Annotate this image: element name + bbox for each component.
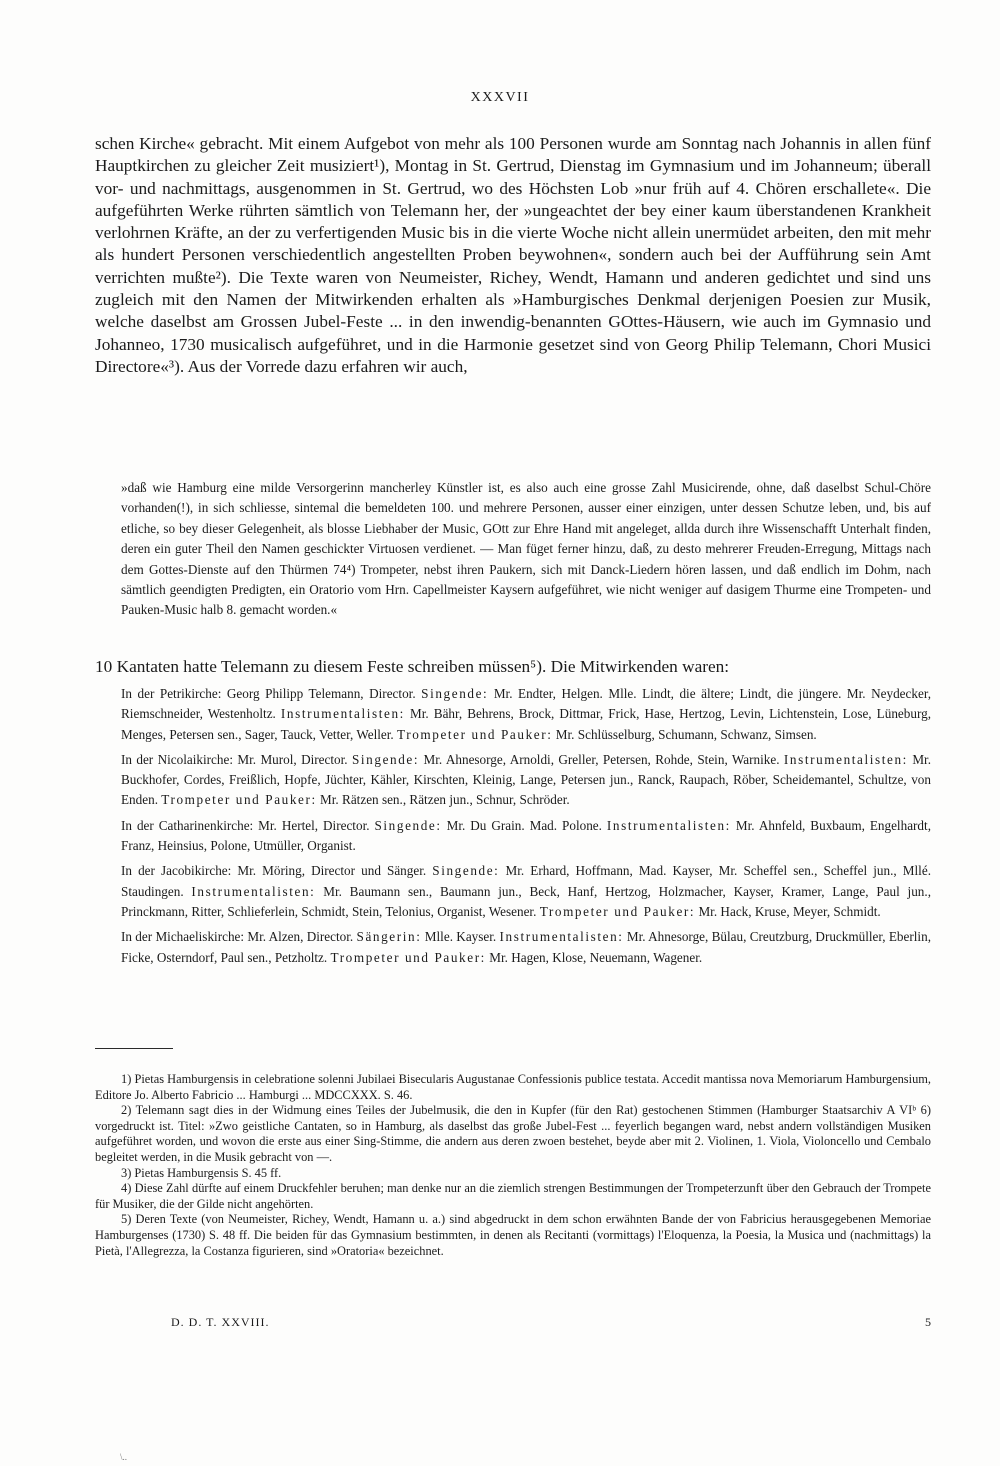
roster-text: Mr. Baumann sen., Baumann jun., Beck, Hanf, Hertzog, Holzmacher, Kayser, Kramer, Lange, Paul jun., Princkmann, Ritter, Schlieferlein, Schmidt, Stein, Telonius, Organist, Wesener.: [121, 883, 931, 919]
footer-signature: D. D. T. XXVIII.: [171, 1315, 270, 1329]
main-paragraph: schen Kirche« gebracht. Mit einem Aufgebot von mehr als 100 Personen wurde am Sonntag nach Johannis in allen fünf Hauptkirchen zu gleicher Zeit musiziert¹), Montag in St. Gertrud, Dienstag im Gymnasium und im Johanneum; überall vor- und nachmittags, ausgenommen in St. Gertrud, wo des Höchsten Lob »nur früh auf 4. Chören erschallete«. Die aufgeführten Werke rührten sämtlich von Telemann her, der »ungeachtet der bey einer kaum überstandenen Krankheit verlohrnen Kräfte, an der zu verfertigenden Music bis in die vierte Woche nicht allein unermüdet arbeiten, den mit mehr als hundert Personen verschiedentlich angestellten Proben beywohnen«, sondern auch bei der Aufführung sein Amt verrichten mußte²). Die Texte waren von Neumeister, Richey, Wendt, Hamann und anderen gedichtet und sind uns zugleich mit den Namen der Mitwirkenden erhalten als »Hamburgisches Denkmal derjenigen Poesien zur Musik, welche daselbst am Grossen Jubel-Feste ... in den inwendig-benannten GOttes-Häusern, wie auch im Gymnasio und Johanneo, 1730 musicalisch aufgeführet, und in die Harmonie gesetzet sind von Georg Philip Telemann, Chori Musici Directore«³). Aus der Vorrede dazu erfahren wir auch,: [95, 134, 931, 376]
roster-role-heading: Trompeter und Pauker:: [330, 949, 486, 965]
roster-text: In der Petrikirche: Georg Philipp Telemann, Director.: [121, 686, 422, 701]
bottom-mark: \..: [120, 1452, 128, 1462]
footnote-5: 5) Deren Texte (von Neumeister, Richey, Wendt, Hamann u. a.) sind abgedruckt in dem schon erwähnten Bande der von Fabricius herausgegebenen Memoriae Hamburgenses (1730) S. 48 ff. Die beiden für das Gymnasium bestimmten, in denen als Recitanti (vormittags) l'Eloquenza, la Poesia, la Musica und (nachmittags) la Pietà, l'Allegrezza, la Costanza figurieren, sind »Oratoria« bezeichnet.: [95, 1212, 931, 1258]
footnote-separator: [95, 1048, 173, 1049]
roster-role-heading: Instrumentalisten:: [280, 706, 405, 722]
roster-text: Mr. Endter, Helgen. Mlle. Lindt, die ältere; Lindt, die jüngere. Mr. Neydecker, Riemschneider, Westenholtz.: [121, 686, 931, 722]
roster-text: Mr. Du Grain. Mad. Polone.: [441, 817, 607, 833]
roster-text: Mr. Ahnfeld, Buxbaum, Engelhardt, Franz, Heinsius, Polone, Utmüller, Organist.: [121, 817, 931, 854]
roster-text: Mr. Erhard, Hoffmann, Mad. Kayser, Mr. Scheffel sen., Scheffel jun., Mllé. Staudingen.: [121, 863, 932, 899]
roster-text: Mr. Schlüsselburg, Schumann, Schwanz, Simsen.: [552, 726, 817, 742]
footnote-1: 1) Pietas Hamburgensis in celebratione solenni Jubilaei Bisecularis Augustanae Confessionis publice testata. Accedit mantissa nova Memoriarum Hamburgensium, Editore Jo. Alberto Fabricio ... Hamburgi ... MDCCXXX. S. 46.: [95, 1072, 931, 1102]
roster-role-heading: Singende:: [351, 751, 420, 767]
roster-text: Mr. Ahnesorge, Arnoldi, Greller, Petersen, Rohde, Stein, Warnike.: [419, 751, 784, 767]
roster-entry-michaeliskirche: [121, 927, 931, 968]
roster-text: In der Catharinenkirche: Mr. Hertel, Director.: [121, 817, 375, 833]
roster-role-heading: Instrumentalisten:: [499, 929, 624, 945]
roster-role-heading: Singende:: [374, 817, 442, 833]
block-quote: »daß wie Hamburg eine milde Versorgerinn mancherley Künstler ist, es also auch eine grosse Zahl Musicirende, ohne, daß daselbst Schul-Chöre vorhanden(!), in sich schliesse, sintemal die bemeldeten 100. und mehrere Personen, ausser einer einzigen, unter dessen Schutze leben, und, bis auf etliche, so bey dieser Gelegenheit, als blosse Liebhaber der Music, GOtt zur Ehre Hand mit angeleget, allda durch ihre Wissenschafft Unterhalt finden, deren ein guter Theil den Namen geschickter Virtuosen verdienet. — Man füget ferner hinzu, daß, zu desto mehrerer Freuden-Erregung, Mittags nach dem Gottes-Dienste auf den Thürmen 74⁴) Trompeter, nebst ihren Paukern, sich mit Danck-Liedern hören lassen, und daß endlich im Dohm, nach sämtlich geendigten Predigten, ein Oratorio vom Hrn. Capellmeister Kaysern aufgeführet, wie nicht weniger auf dasigem Thurme eine Trompeten- und Pauken-Music halb 8. gemacht worden.«: [121, 480, 931, 618]
roster-text: Mr. Hagen, Klose, Neuemann, Wagener.: [485, 949, 703, 965]
roster-text: Mr. Buckhofer, Cordes, Freißlich, Hopfe, Jüchter, Kähler, Kirschten, Kleinig, Lange, Petersen jun., Ranck, Raupach, Röber, Scheidemantel, Schultze, von Enden.: [121, 751, 932, 808]
page-header: XXXVII: [470, 90, 530, 105]
roster-text: In der Michaeliskirche: Mr. Alzen, Director.: [121, 929, 357, 945]
roster-text: Mr. Ahnesorge, Bülau, Creutzburg, Druckmüller, Eberlin, Ficke, Osterndorf, Paul sen., Petzholtz.: [121, 929, 931, 965]
roster-role-heading: Trompeter und Pauker:: [161, 792, 317, 808]
performer-roster: [121, 684, 931, 973]
roster-text: Mr. Rätzen sen., Rätzen jun., Schnur, Schröder.: [316, 792, 570, 808]
roster-role-heading: Singende:: [421, 686, 489, 701]
roster-entry-petrikirche: [121, 684, 931, 745]
footnote-4: 4) Diese Zahl dürfte auf einem Druckfehler beruhen; man denke nur an die ziemlich strengen Bestimmungen der Trompeterzunft über den Gebrauch der Trompete für Musiker, die der Gilde nicht angehörten.: [95, 1181, 931, 1211]
roster-text: Mr. Bähr, Behrens, Brock, Dittmar, Frick, Hase, Hertzog, Levin, Lichtenstein, Lose, Lüneburg, Menges, Petersen sen., Sager, Tauck, Vetter, Weller.: [121, 706, 931, 742]
footer-sheet-number: 5: [925, 1315, 931, 1329]
roster-role-heading: Trompeter und Pauker:: [539, 903, 696, 919]
footnote-2: 2) Telemann sagt dies in der Widmung eines Teiles der Jubelmusik, die den in Kupfer (für den Rat) gestochenen Stimmen (Hamburger Staatsarchiv A VIᵇ 6) vorgedruckt ist. Titel: »Zwo geistliche Cantaten, so in Hamburg, als daselbst das große Jubel-Fest ... feyerlich begangen ward, nebst andern vollständigen Musiken aufgeführet worden, und wovon die erste aus einer Sing-Stimme, die andern aus deren zwoen bestehet, beyde aber mit 2. Violinen, 1. Viola, Violoncello und Cembalo begleitet werden, in die Musik gebracht von —.: [95, 1103, 931, 1164]
footnotes: [95, 1072, 931, 1259]
roster-role-heading: Instrumentalisten:: [783, 751, 908, 767]
roster-entry-jacobikirche: [121, 861, 931, 922]
roster-entry-catharinenkirche: [121, 816, 931, 857]
roster-text: Mlle. Kayser.: [421, 929, 500, 945]
roster-text: In der Jacobikirche: Mr. Möring, Director und Sänger.: [121, 863, 433, 879]
roster-role-heading: Instrumentalisten:: [606, 817, 731, 833]
roster-role-heading: Singende:: [432, 863, 500, 879]
roster-entry-nicolaikirche: [121, 750, 931, 811]
roster-role-heading: Instrumentalisten:: [191, 883, 316, 899]
roster-text: In der Nicolaikirche: Mr. Murol, Director.: [121, 751, 352, 767]
roster-role-heading: Trompeter und Pauker:: [397, 726, 553, 742]
roster-text: Mr. Hack, Kruse, Meyer, Schmidt.: [695, 903, 881, 919]
footnote-3: 3) Pietas Hamburgensis S. 45 ff.: [121, 1165, 282, 1180]
roster-role-heading: Sängerin:: [356, 929, 422, 945]
section-intro: 10 Kantaten hatte Telemann zu diesem Feste schreiben müssen⁵). Die Mitwirkenden waren:: [95, 657, 730, 676]
